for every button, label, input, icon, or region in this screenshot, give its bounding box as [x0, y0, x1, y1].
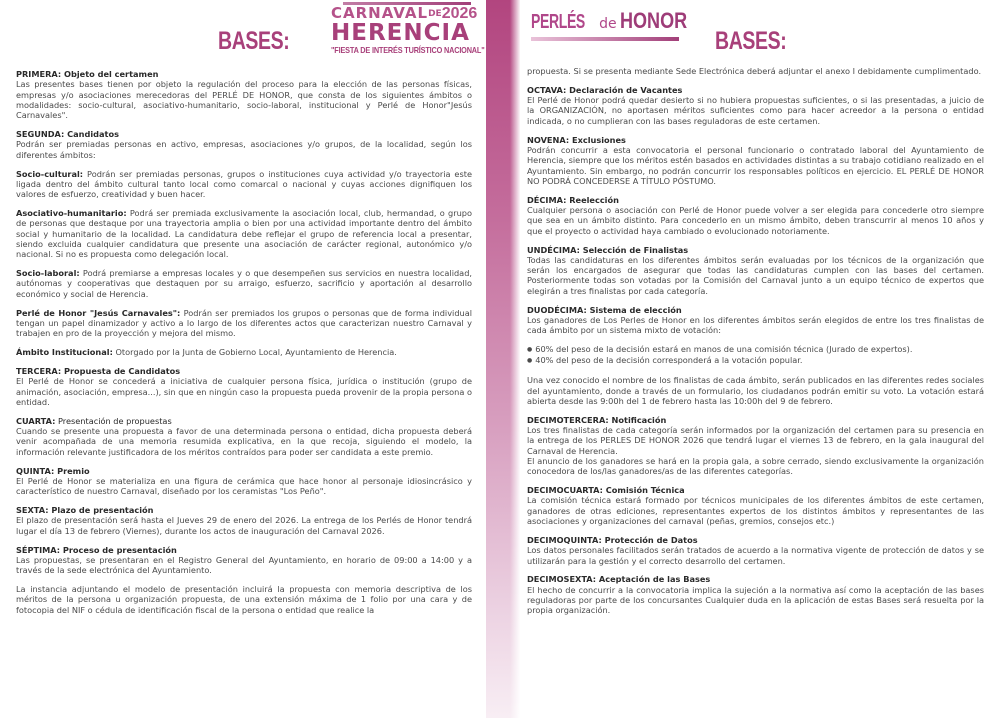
section-body: El hecho de concurrir a la convocatoria implica la sujeción a la normativa así como la aceptación de las bases reguladoras por parte de los concursantes Cualquier duda en la aplicación de estas Bases será resuelta por la propia organización. [527, 584, 984, 616]
section-body: La comisión técnica estará formado por técnicos municipales de los diferentes ámbitos de este certamen, ganadores de otras ediciones, representantes expertos de los distintos ámbitos y representantes de las asociaciones y organizaciones del carnaval (peñas, gremios, consejos etc.) [527, 495, 984, 527]
section-title: DUODÉCIMA: Sistema de elección [527, 304, 682, 315]
category-jesus-carnavales [16, 308, 472, 339]
section-body: Cuando se presente una propuesta a favor de una determinada persona o entidad, dicha propuesta deberá venir acompañada de una memoria resumida explicativa, en la que recoja, siguiendo el modelo, la información relevante justificadora de los méritos contraídos para poder ser candidata a este premio. [16, 426, 472, 457]
section-body: La instancia adjuntando el modelo de presentación incluirá la propuesta con memoria descriptiva de los méritos de la persona u organización propuesta, de una extensión máxima de 1 folio por una cara y de fotocopia del NIF o cédula de identificación fiscal de la persona o entidad que realice la [16, 584, 472, 615]
section-title [16, 416, 472, 426]
section-undecima [527, 245, 984, 296]
bullet-item: ● 60% del peso de la decisión estará en manos de una comisión técnica (Jurado de expertos). [527, 344, 984, 355]
section-title: SEXTA: Plazo de presentación [16, 505, 154, 516]
section-duodecima [527, 305, 984, 336]
section-body: Podrán ser premiadas personas en activo, empresas, asociaciones y/o grupos, de la localidad, según los diferentes ámbitos: [16, 139, 472, 160]
category-asociativo-humanitario [16, 208, 472, 259]
section-segunda [16, 129, 472, 160]
section-body: Los datos personales facilitados serán tratados de acuerdo a la normativa vigente de protección de datos y se utilizarán para la gestión y el correcto desarrollo del certamen. [527, 545, 984, 566]
section-title: DECIMOQUINTA: Protección de Datos [527, 534, 698, 545]
logo-de-word: de [599, 16, 617, 32]
logo-herencia-word: HERENCIA [331, 20, 470, 46]
section-decimosexta [527, 574, 984, 615]
section-body: El Perlé de Honor podrá quedar desierto si no hubiera propuestas suficientes, o si las presentadas, a juicio de la ORGANIZACIÓN, no aportasen méritos suficientes como para hacer acreedor a la persona o entidad indicada, o no cumplieran con las bases reguladoras de este certamen. [527, 95, 984, 126]
category-institucional [16, 347, 472, 357]
section-tercera [16, 366, 472, 407]
section-decimoquinta [527, 535, 984, 566]
category-body: Podrá premiarse a empresas locales y o que desempeñen sus servicios en nuestra localidad, autónomas y cooperativas que destaquen por su arraigo, esfuerzo, sacrificio y aportación al desarrollo económico y social de Herencia. [16, 268, 472, 299]
section-primera [16, 69, 472, 120]
carnaval-herencia-logo [331, 2, 485, 55]
perles-de-honor-logo [531, 8, 687, 41]
section-body: Una vez conocido el nombre de los finalistas de cada ámbito, serán publicados en las diferentes redes sociales del ayuntamiento, donde a través de un formulario, los ciudadanos podrán emitir su voto. La votación estará abierta desde las 9:00h del 1 de febrero hasta las 10:00h del 9 de febrero. [527, 375, 984, 406]
voting-bullet-list [527, 344, 984, 367]
category-label: Socio-cultural: [16, 168, 84, 179]
section-body: El Perlé de Honor se materializa en una figura de cerámica que hace honor al personaje idiosincrásico y característico de nuestro Carnaval, diseñado por los ceramistas "Los Peño". [16, 475, 472, 497]
logo-tagline: "FIESTA DE INTERÉS TURÍSTICO NACIONAL" [331, 45, 485, 55]
section-body: Cualquier persona o asociación con Perlé de Honor puede volver a ser elegida para concederle otro siempre que sea en un ámbito distinto. Para concederlo en un mismo ámbito, deben transcurrir al menos 10 años y que el proyecto o actividad haya cambiado o evolucionado notoriamente. [527, 205, 984, 236]
left-bases-heading: BASES: [218, 27, 290, 55]
logo-honor-word: HONOR [619, 8, 687, 33]
section-body: Las presentes bases tienen por objeto la regulación del proceso para la elección de las personas físicas, empresas y/o asociaciones merecedoras del PERLÉ DE HONOR, que consta de los siguientes ámbitos o modalidades: socio-cultural, asociativo-humanitario, socio-laboral, institucional y Perlé de Honor"Jesús Carnavales". [16, 79, 472, 121]
section-novena [527, 135, 984, 186]
section-body: propuesta. Si se presenta mediante Sede Electrónica deberá adjuntar el anexo I debidamente cumplimentado. [527, 66, 982, 76]
right-column-text [527, 66, 984, 624]
perles-logo-text [531, 8, 687, 35]
section-title: SÉPTIMA: Proceso de presentación [16, 544, 177, 555]
section-title: NOVENA: Exclusiones [527, 134, 626, 145]
section-body: Podrán concurrir a esta convocatoria el personal funcionario o contratado laboral del Ayuntamiento de Herencia, siempre que los méritos estén basados en actividades distintas a su trabajo cotidiano realizado en el Ayuntamiento. Sin embargo, no podrán concurrir los responsables políticos en ejercicio. EL PERLÉ DE HONOR NO PODRÁ CONCEDERSE A TÍTULO PÓSTUMO. [527, 144, 984, 186]
section-title: DECIMOSEXTA: Aceptación de las Bases [527, 574, 711, 585]
category-label: Socio-laboral: [16, 268, 80, 279]
section-body: Los tres finalistas de cada categoría serán informados por la organización del certamen para su presencia en la entrega de los PERLES DE HONOR 2026 que tendrá lugar el viernes 13 de febrero, en la gala inaugural del Carnaval de Herencia. [527, 425, 984, 456]
section-title: TERCERA: Propuesta de Candidatos [16, 365, 181, 376]
category-socio-laboral [16, 268, 472, 299]
section-septima [16, 545, 472, 576]
section-cuarta [16, 416, 472, 457]
logo-underline-bar [531, 37, 679, 41]
section-title: DÉCIMA: Reelección [527, 194, 619, 205]
section-sexta [16, 505, 472, 536]
section-title: QUINTA: Premio [16, 465, 90, 476]
section-decimotercera [527, 415, 984, 477]
bullet-item: ● 40% del peso de la decisión corresponderá a la votación popular. [527, 355, 984, 366]
section-decimocuarta [527, 485, 984, 526]
category-body: Podrá ser premiada exclusivamente la asociación local, club, hermandad, o grupo de personas que destaque por una trayectoria amplia o bien por una actividad importante dentro del ámbito social y humanitario de la localidad. La candidatura debe reflejar el grupo de referencia local a presentar, siendo excluida cualquier candidatura que presente una asociación de carácter regional, autonómico y/o nacional. Si no es propuesta como delegación local. [16, 208, 472, 260]
left-column-text [16, 69, 472, 623]
section-body: Todas las candidaturas en los diferentes ámbitos serán evaluadas por los técnicos de la organización que serán los encargados de asegurar que todas las candidaturas cumplen con las bases del certamen. Posteriormente todas son votadas por la Comisión del Carnaval junto a un equipo técnico de expertos que elegirán a tres finalistas por cada categoría. [527, 254, 984, 296]
voting-weights [527, 344, 984, 367]
category-label: Asociativo-humanitario: [16, 208, 127, 219]
section-title: DECIMOTERCERA: Notificación [527, 414, 667, 425]
section-body: Las propuestas, se presentaran en el Registro General del Ayuntamiento, en horario de 09:00 a 14:00 y a través de la sede electrónica del Ayuntamiento. [16, 554, 472, 576]
section-body: Los ganadores de Los Perles de Honor en los diferentes ámbitos serán elegidos de entre los tres finalistas de cada ámbito por un sistema mixto de votación: [527, 314, 984, 336]
section-title-bold: CUARTA: [16, 415, 56, 426]
section-title-light: Presentación de propuestas [55, 415, 172, 426]
section-septima-continued [16, 584, 472, 615]
section-title: UNDÉCIMA: Selección de Finalistas [527, 244, 689, 255]
spine-fade [510, 0, 520, 718]
category-socio-cultural [16, 169, 472, 200]
right-bases-heading: BASES: [715, 27, 787, 55]
logo-perles-word: PERLÉS [531, 11, 585, 33]
section-title: SEGUNDA: Candidatos [16, 129, 119, 140]
section-decima [527, 195, 984, 236]
category-label: Ámbito Institucional: [16, 347, 113, 358]
section-title: PRIMERA: Objeto del certamen [16, 69, 159, 79]
category-body: Otorgado por la Junta de Gobierno Local, Ayuntamiento de Herencia. [112, 347, 397, 358]
section-septima-end [527, 66, 984, 76]
logo-de-word: DE [428, 9, 442, 19]
logo-year: 2026 [441, 5, 478, 22]
category-body: Podrán ser premiados los grupos o personas que de forma individual tengan un papel dinamizador y activo a lo largo de los diferentes actos que caracterizan nuestro Carnaval y trabajen en pro de la proyección y mejora del mismo. [16, 307, 472, 339]
section-title: DECIMOCUARTA: Comisión Técnica [527, 485, 685, 496]
section-quinta [16, 466, 472, 497]
section-body: El plazo de presentación será hasta el Jueves 29 de enero del 2026. La entrega de los Perlés de Honor tendrá lugar el día 13 de febrero (Viernes), durante los actos de inauguración del Carnaval 2026. [16, 515, 472, 536]
section-body: El Perlé de Honor se concederá a iniciativa de cualquier persona física, jurídica o institución (grupo de animación, asociación, empresa...), sin que en ningún caso la propuesta pueda provenir de la propia persona o entidad. [16, 376, 472, 407]
category-body: Podrán ser premiadas personas, grupos o instituciones cuya actividad y/o trayectoria este ligada dentro del ámbito cultural tanto local como comarcal o nacional y cuyas acciones dignifiquen los valores de esfuerzo, creatividad y buen hacer. [16, 168, 472, 200]
category-label: Perlé de Honor "Jesús Carnavales": [16, 307, 181, 318]
section-body-2: El anuncio de los ganadores se hará en la propia gala, a sobre cerrado, siendo exclusivamente la organización conocedora de los/las ganadores/as de las diferentes categorías. [527, 455, 984, 477]
voting-period [527, 375, 984, 406]
section-octava [527, 85, 984, 126]
section-title: OCTAVA: Declaración de Vacantes [527, 84, 683, 95]
logo-carnaval-word: CARNAVAL [331, 4, 429, 22]
